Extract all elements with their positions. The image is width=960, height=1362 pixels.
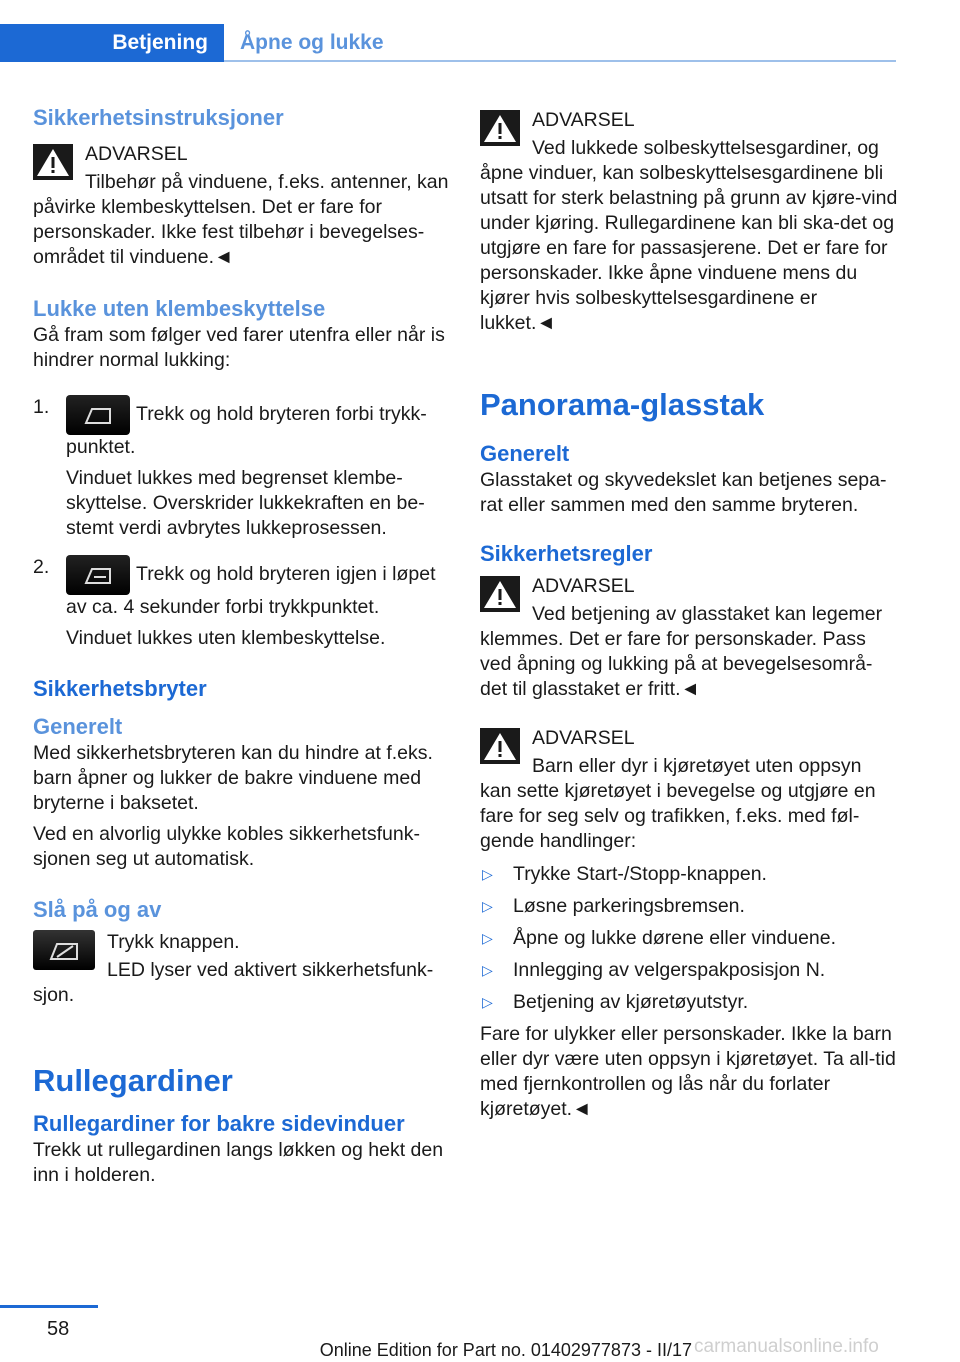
warning-text: Ved lukkede solbeskyttelsesgardiner, og åpne vinduer, kan solbeskyttelsesgardinene bli utsatt for sterk belastning på grunn av kjøre-vind under kjøring. Rullegardinene kan bli ska-det og utgjøre en fare for passasjerene. Det er fare for personskader. Ikke åpne vinduene mens du kjører hvis solbeskyttelsesgardinene er lukket.◄ <box>480 137 898 334</box>
step-number: 1. <box>33 396 50 418</box>
blinds-text: Trekk ut rullegardinen langs løkken og hekt den inn i holderen. <box>33 1139 444 1186</box>
heading-general: Generelt <box>33 714 123 739</box>
warning-block-children <box>480 722 898 854</box>
tab-apne-og-lukke[interactable]: Åpne og lukke <box>240 31 384 54</box>
panorama-general-text: Glasstaket og skyvedekslet kan betjenes sepa-rat eller sammen med den samme bryteren. <box>480 469 887 516</box>
right-column <box>480 100 898 1122</box>
warning-title: ADVARSEL <box>532 575 635 597</box>
close-steps <box>33 395 451 651</box>
triangle-bullet-icon: ▷ <box>482 930 493 946</box>
heading-safety-instructions: Sikkerhetsinstruksjoner <box>33 105 284 130</box>
list-item: ▷ Betjening av kjøretøyutstyr. <box>480 986 898 1018</box>
heading-safety-switch: Sikkerhetsbryter <box>33 676 207 701</box>
step-text: Trekk og hold bryteren forbi trykk-punktet. <box>66 403 427 458</box>
edition-info: Online Edition for Part no. 01402977873 - II/17 <box>319 1340 692 1360</box>
safety-switch-button-icon <box>33 930 95 970</box>
list-item: ▷ Løsne parkeringsbremsen. <box>480 890 898 922</box>
heading-panorama-roof: Panorama-glasstak <box>480 387 765 422</box>
on-off-led-text: LED lyser ved aktivert sikkerhetsfunk-sjon. <box>33 959 434 1006</box>
window-switch-icon <box>66 395 130 435</box>
warning-title: ADVARSEL <box>85 143 188 165</box>
final-warning-text: Fare for ulykker eller personskader. Ikke la barn eller dyr være uten oppsyn i kjøretøyet. Ta all-tid med fjernkontrollen og lås når du forlater kjøretøyet.◄ <box>480 1023 896 1120</box>
list-item: ▷ Trykke Start-/Stopp-knappen. <box>480 858 898 890</box>
page-number: 58 <box>47 1318 70 1340</box>
header-rule <box>224 60 896 62</box>
warning-text: Ved betjening av glasstaket kan legemer klemmes. Det er fare for personskader. Pass ved åpning og lukking på at bevegelsesområ-det til glasstaket er fritt.◄ <box>480 603 883 700</box>
step-text: Trekk og hold bryteren igjen i løpet av ca. 4 sekunder forbi trykkpunktet. <box>66 563 436 618</box>
warning-triangle-icon <box>480 728 520 764</box>
step-number: 2. <box>33 556 50 578</box>
warning-text: Barn eller dyr i kjøretøyet uten oppsyn kan sette kjøretøyet i bevegelse og utgjøre en fare for seg selv og trafikken, f.eks. med føl-gende handlinger: <box>480 755 876 852</box>
warning-title: ADVARSEL <box>532 109 635 131</box>
heading-on-off: Slå på og av <box>33 897 162 922</box>
heading-rear-side-blinds: Rullegardiner for bakre sidevinduer <box>33 1111 405 1136</box>
warning-text: Tilbehør på vinduene, f.eks. antenner, kan påvirke klembeskyttelsen. Det er fare for personskader. Ikke fest tilbehør i bevegelses-området til vinduene.◄ <box>33 171 449 268</box>
watermark: carmanualsonline.info <box>694 1336 879 1357</box>
triangle-bullet-icon: ▷ <box>482 962 493 978</box>
warning-triangle-icon <box>480 576 520 612</box>
heading-close-without-protection: Lukke uten klembeskyttelse <box>33 296 326 321</box>
warning-title: ADVARSEL <box>532 727 635 749</box>
warning-block-accessories <box>33 138 451 270</box>
triangle-bullet-icon: ▷ <box>482 898 493 914</box>
left-column <box>33 100 451 1188</box>
warning-triangle-icon <box>33 144 73 180</box>
heading-roller-blinds: Rullegardiner <box>33 1063 233 1098</box>
step-1 <box>33 395 451 541</box>
heading-general: Generelt <box>480 441 570 466</box>
heading-safety-rules: Sikkerhetsregler <box>480 541 653 566</box>
action-list <box>480 858 898 1018</box>
warning-triangle-icon <box>480 110 520 146</box>
triangle-bullet-icon: ▷ <box>482 994 493 1010</box>
window-switch-icon <box>66 555 130 595</box>
warning-block-roof <box>480 570 898 702</box>
on-off-instruction: Trykk knappen. <box>107 931 240 953</box>
tab-betjening[interactable]: Betjening <box>0 24 224 62</box>
header-bar <box>0 0 896 62</box>
general-paragraph-2: Ved en alvorlig ulykke kobles sikkerhetsfunk-sjonen seg ut automatisk. <box>33 823 420 870</box>
step-2 <box>33 555 451 651</box>
triangle-bullet-icon: ▷ <box>482 866 493 882</box>
close-intro-text: Gå fram som følger ved farer utenfra eller når is hindrer normal lukking: <box>33 324 445 371</box>
step-subtext: Vinduet lukkes uten klembeskyttelse. <box>66 627 386 649</box>
list-item: ▷ Innlegging av velgerspakposisjon N. <box>480 954 898 986</box>
general-paragraph-1: Med sikkerhetsbryteren kan du hindre at f.eks. barn åpner og lukker de bakre vinduene med bryterne i baksetet. <box>33 742 433 814</box>
footer-rule <box>0 1305 98 1308</box>
on-off-block <box>33 926 451 1008</box>
warning-block-sunblinds <box>480 104 898 336</box>
step-subtext: Vinduet lukkes med begrenset klembe-skyttelse. Overskrider lukkekraften en be-stemt verdi avbrytes lukkeprosessen. <box>66 467 425 539</box>
list-item: ▷ Åpne og lukke dørene eller vinduene. <box>480 922 898 954</box>
